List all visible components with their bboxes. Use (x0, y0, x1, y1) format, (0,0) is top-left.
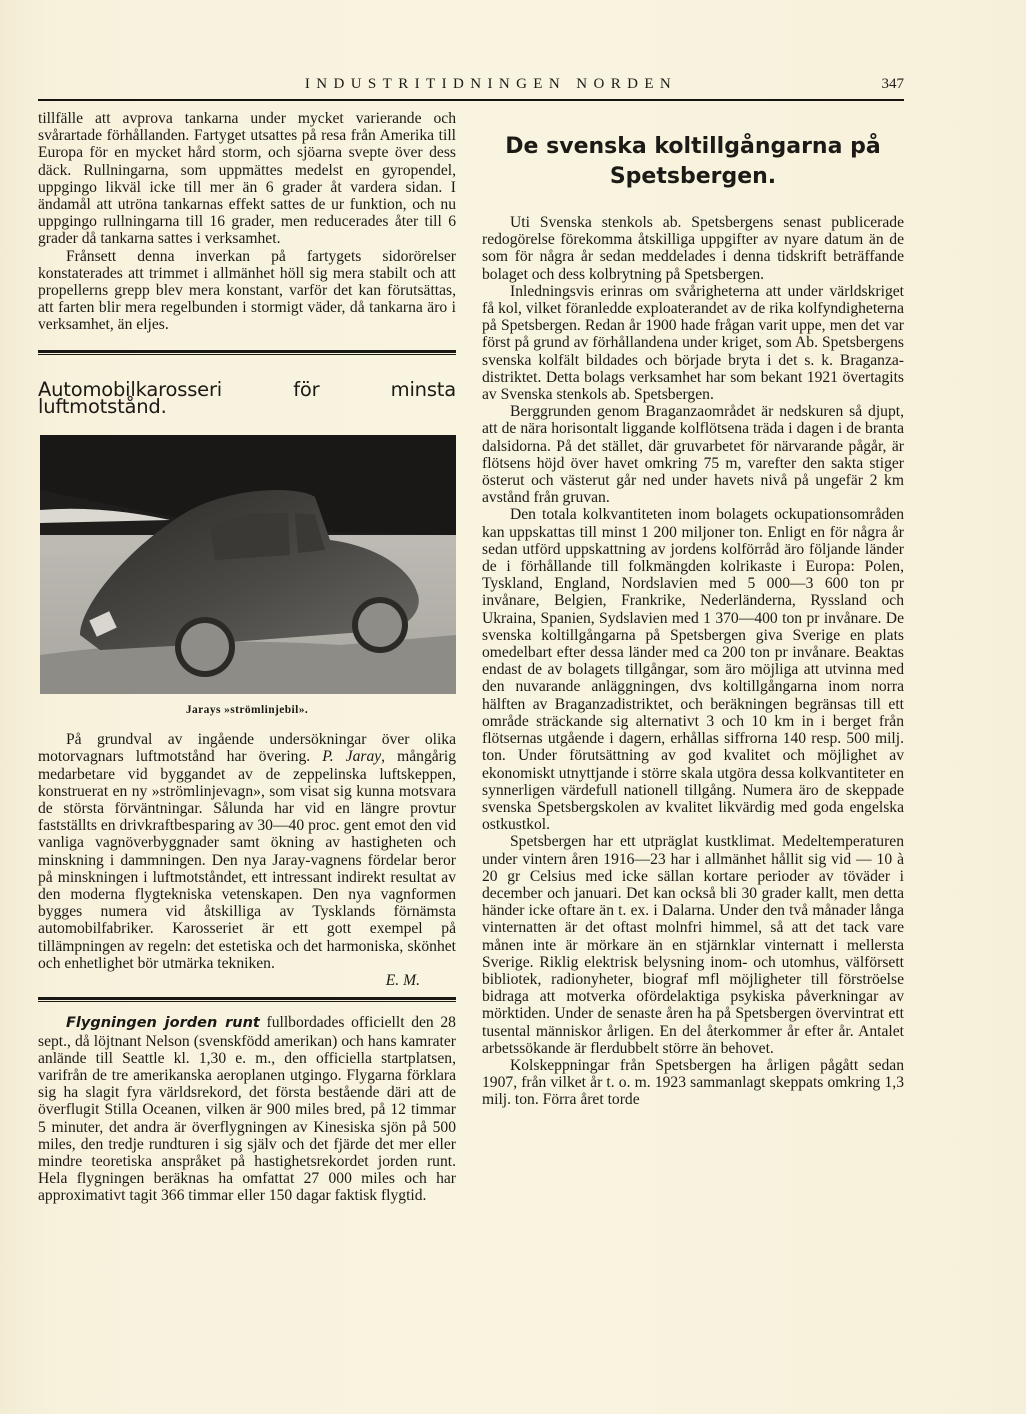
continued-paragraph: tillfälle att avprova tankarna under mycket varierande och svårartade förhållanden. Fartyget utsattes på resa från Amerika till Europa för en mycket hård storm, och sjöarna svepte över dess däck. Rullningarna, som uppmättes medelst en gyropendel, uppgingo likväl icke till mer än 6 grader åt vardera sidan. I ändamål att utröna tankarnas effekt sattes de ur funktion, och nu uppgingo rullningarna till 16 grader, men reducerades åter till 6 grader då tankarna sattes i verksamhet. (38, 110, 456, 248)
author-signature: E. M. (385, 972, 420, 990)
continued-paragraph: Frånsett denna inverkan på fartygets sidorörelser konstaterades att trimmet i allmänhet höll sig mera stabilt och att propellerns grepp blev mera konstant, varför det kan förutsättas, att farten blir mera regelbunden i stormigt väder, då tankarna äro i verksamhet, än eljes. (38, 247, 456, 334)
right-column (482, 110, 904, 1109)
article-title-automobile: Automobilkarosseri för minsta luftmotstånd. (38, 377, 456, 418)
article-paragraph: Berggrunden genom Braganzaområdet är nedskuren så djupt, att de nära horisontalt liggande kolflötsena träda i dagen i de branta dalsidorna. På det stället, där gruvarbetet för närvarande pågår, är flötsens höjd över havet omkring 75 m, varefter den sakta stiger österut och västerut går ned under havets nivå på ungefär 2 km avstånd från gruvan. (482, 403, 904, 507)
person-name: P. Jaray (322, 748, 382, 766)
page-number: 347 (881, 76, 904, 92)
car-photo (40, 435, 456, 694)
article-paragraph: Den totala kolkvantiteten inom bolagets ockupationsområden kan uppskattas till minst 1 200 miljoner ton. Enligt en för några år sedan utförd uppskattning av jordens kolförråd äro följande länder de i förhållande till folkmängden kolrikaste i Europa: Polen, Tyskland, England, Nordslavien med 5 000—3 600 ton pr invånare, Belgien, Frankrike, Nederländerna, Ryssland och Ukraina, Spanien, Sydslavien med 1 370—400 ton pr invånare. De svenska koltillgångarna på Spetsbergen giva Sverige en plats omedelbart efter dessa länder med ca 200 ton pr invånare. Beaktas endast de av bolagets tillgångar, som äro möjliga att utvinna med den nuvarande anläggningen, dvs koltillgångarna inom norra hälften av Braganzadistriktet, och beräkningen begränsas till ett område sträckande sig alternativt 3 och 10 km in i berget från flötsernas utgående i dagern, erhållas siffrorna 140 resp. 500 milj. ton. Under förutsättning av god kvalitet och möjlighet av ekonomiskt utnyttjande i större skala utgöra dessa kolkvantiteter en synnerligen värdefull nationell tillgång. Numera äro de skeppade svenska Spetsbergskolen av kvalitet likvärdig med goda engelska ostkustkol. (482, 506, 904, 834)
article-paragraph: Spetsbergen har ett utpräglat kustklimat. Medeltemperaturen under vintern åren 1916—23 har i allmänhet hållit sig vid — 10 à 20 gr Celsius med icke sällan kortare perioder av töväder i december och januari. Det kan också bli 30 grader kallt, men detta händer icke oftare än t. ex. i Dalarna. Under den två månader långa vinternatten är det oftast molnfri himmel, så att det tack vare månen inte är mörkare än en stjärnklar vinternatt i mellersta Sverige. Riklig elektrisk belysning inom- och utomhus, välförsett bibliotek, radionyheter, biograf mfl möjligheter till förströelse bidraga att motverka ofördelaktiga psykiska påverkningar av mörktiden. Under de senaste åren ha på Spetsbergen övervintrat ett tusental människor årligen. En del återkommer år efter år. Antalet arbetssökande är flerdubbelt större än behovet. (482, 833, 904, 1057)
publication-title: INDUSTRITIDNINGEN NORDEN (304, 76, 678, 92)
header-rule (38, 99, 904, 101)
article-paragraph: Inledningsvis erinras om svårigheterna att under världskriget få kol, vilket föranledde exploaterandet av de rika kolfyndigheterna på Spetsbergen. Redan år 1900 hade frågan varit uppe, men det var först på grund av förhållandena under kriget, som Ab. Spetsbergens svenska kolfält bildades och började bryta i det s. k. Braganza-distriktet. Detta bolags verksamhet har som bekant 1921 övertagits av Svenska stenkols ab. Spetsbergen. (482, 282, 904, 404)
article-paragraph: Uti Svenska stenkols ab. Spetsbergens senast publicerade redogörelse förekomma åtskilliga uppgifter av nyare datum än de som för några år sedan meddelades i denna tidskrift beträffande bolaget och dess kolbrytning på Spetsbergen. (482, 214, 904, 283)
article-title-spetsbergen: De svenska koltillgångarna på Spetsbergen. (505, 134, 881, 189)
news-item-flight: Flygningen jorden runt fullbordades officiellt den 28 sept., då löjtnant Nelson (svenskfödd amerikan) och hans kamrater anlände till Seattle kl. 1,30 e. m., den officiella startplatsen, varifrån de tre amerikanska aeroplanen utgingo. Flygarna förklara sig ha slagit fyra världsrekord, det första bestående däri att de överflugit Stilla Oceanen, vilken är 900 miles bred, på 12 timmar 5 minuter, det andra är överflygningen av Kinesiska sjön på 500 miles, den tredje rundturen i sig själv och det fjärde det mer eller mindre teoretiska anspråket på hastighetsrekordet jorden runt. Hela flygningen beräknas ha omfattat 27 000 miles och har approximativt tagit 366 timmar eller 150 dagar faktisk flygtid. (38, 1014, 456, 1205)
streamlined-car-image (40, 435, 456, 694)
left-column (38, 110, 456, 1205)
runin-heading: Flygningen jorden runt (66, 1015, 260, 1032)
photo-caption: Jarays »strömlinjebil». (185, 704, 309, 717)
running-header (38, 74, 904, 98)
article-paragraph: På grundval av ingående undersökningar över olika motorvagnars luftmotstånd har övering. P. Jaray, mångårig medarbetare vid byggandet av de zeppelinska luftskeppen, konstruerat en ny »strömlinjevagn», som visat sig kunna motsvara de största förväntningar. Sålunda har vid en längre provtur fastställts en drivkraftbesparing av 30—40 proc. gent emot den vid vanliga vagnöverbyggnader samt ökning av hastigheten och minskning i dammningen. Den nya Jaray-vagnens fördelar beror på minskningen i luftmotståndet, ett intressant indirekt resultat av den moderna flygtekniska vetenskapen. Den nya vagnformen bygges numera vid åtskilliga av Tysklands förnämsta automobilfabriker. Karosseriet är ett gott exempel på tillämpningen av regeln: det estetiska och det harmoniska, skönhet och enhetlighet bör utmärka tekniken. (38, 731, 457, 972)
article-paragraph: Kolskeppningar från Spetsbergen ha årligen pågått sedan 1907, från vilket år t. o. m. 1923 sammanlagt skeppats omkring 1,3 milj. ton. Förra året torde (482, 1056, 904, 1109)
